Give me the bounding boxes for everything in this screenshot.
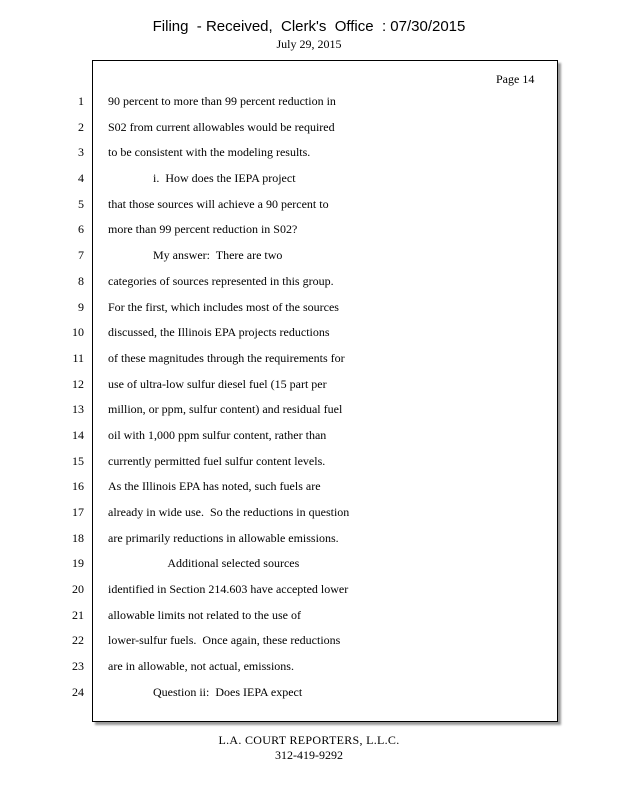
line-text: identified in Section 214.603 have accepted lower: [108, 582, 349, 597]
line-number: 13: [72, 402, 84, 417]
line-text: i. How does the IEPA project: [108, 171, 296, 186]
line-number: 1: [78, 94, 84, 108]
line-number: 4: [78, 171, 84, 186]
hearing-date: July 29, 2015: [276, 37, 342, 51]
transcript-line: [0, 580, 618, 606]
transcript-line: [0, 400, 618, 426]
transcript-line: [0, 631, 618, 657]
transcript-line: [0, 272, 618, 298]
line-number: 3: [78, 145, 84, 160]
transcript-line: [0, 375, 618, 401]
line-text: that those sources will achieve a 90 percent to: [108, 196, 329, 211]
line-text: million, or ppm, sulfur content) and residual fuel: [108, 402, 343, 417]
transcript-line: [0, 477, 618, 503]
line-text: For the first, which includes most of the sources: [108, 299, 339, 314]
line-text: to be consistent with the modeling results.: [108, 145, 311, 160]
line-text: Question ii: Does IEPA expect: [108, 684, 303, 699]
transcript-line: [0, 169, 618, 195]
transcript-line: [0, 606, 618, 632]
line-text: As the Illinois EPA has noted, such fuels are: [108, 479, 321, 494]
line-number: 12: [72, 376, 84, 391]
transcript-line: [0, 143, 618, 169]
transcript-lines: [0, 92, 618, 709]
line-text: Additional selected sources: [108, 556, 300, 571]
transcript-line: [0, 298, 618, 324]
transcript-line: [0, 349, 618, 375]
line-text: S02 from current allowables would be required: [108, 119, 335, 134]
line-text: of these magnitudes through the requirements for: [108, 350, 345, 365]
line-text: lower-sulfur fuels. Once again, these reductions: [108, 633, 341, 648]
line-text: are primarily reductions in allowable emissions.: [108, 530, 339, 545]
line-text: use of ultra-low sulfur diesel fuel (15 part per: [108, 376, 327, 391]
line-number: 2: [78, 119, 84, 134]
transcript-line: [0, 503, 618, 529]
line-number: 17: [72, 505, 84, 519]
line-text: discussed, the Illinois EPA projects reductions: [108, 325, 330, 340]
line-text: categories of sources represented in this group.: [108, 273, 334, 288]
transcript-line: [0, 554, 618, 580]
line-number: 18: [72, 530, 84, 545]
line-number: 8: [78, 273, 84, 288]
line-number: 7: [78, 248, 84, 263]
line-number: 21: [72, 607, 84, 622]
line-number: 6: [78, 222, 84, 237]
transcript-line: [0, 118, 618, 144]
transcript-line: [0, 529, 618, 555]
transcript-line: [0, 657, 618, 683]
line-number: 11: [72, 350, 84, 365]
line-number: 19: [72, 556, 84, 571]
transcript-line: [0, 323, 618, 349]
line-number: 10: [72, 325, 84, 340]
line-text: oil with 1,000 ppm sulfur content, rather than: [108, 427, 327, 442]
line-number: 23: [72, 659, 84, 674]
line-text: My answer: There are two: [108, 248, 283, 263]
line-text: allowable limits not related to the use of: [108, 607, 301, 622]
line-text: are in allowable, not actual, emissions.: [108, 659, 294, 674]
line-text: more than 99 percent reduction in S02?: [108, 222, 298, 237]
transcript-line: [0, 426, 618, 452]
transcript-line: [0, 220, 618, 246]
page-number: Page 14: [496, 72, 535, 86]
transcript-line: [0, 683, 618, 709]
line-number: 20: [72, 582, 84, 597]
transcript-line: [0, 195, 618, 221]
line-number: 24: [72, 684, 84, 699]
transcript-line: [0, 92, 618, 118]
court-reporter-name: L.A. COURT REPORTERS, L.L.C.: [218, 733, 400, 747]
line-text: currently permitted fuel sulfur content levels.: [108, 453, 326, 468]
line-text: 90 percent to more than 99 percent reduction in: [108, 94, 336, 108]
line-number: 5: [78, 196, 84, 211]
line-text: already in wide use. So the reductions in question: [108, 505, 350, 519]
line-number: 16: [72, 479, 84, 494]
line-number: 15: [72, 453, 84, 468]
transcript-line: [0, 246, 618, 272]
line-number: 9: [78, 299, 84, 314]
filing-stamp: Filing - Received, Clerk's Office : 07/30/2015: [152, 18, 466, 35]
transcript-line: [0, 452, 618, 478]
line-number: 14: [72, 427, 84, 442]
line-number: 22: [72, 633, 84, 648]
court-reporter-phone: 312-419-9292: [275, 748, 343, 762]
